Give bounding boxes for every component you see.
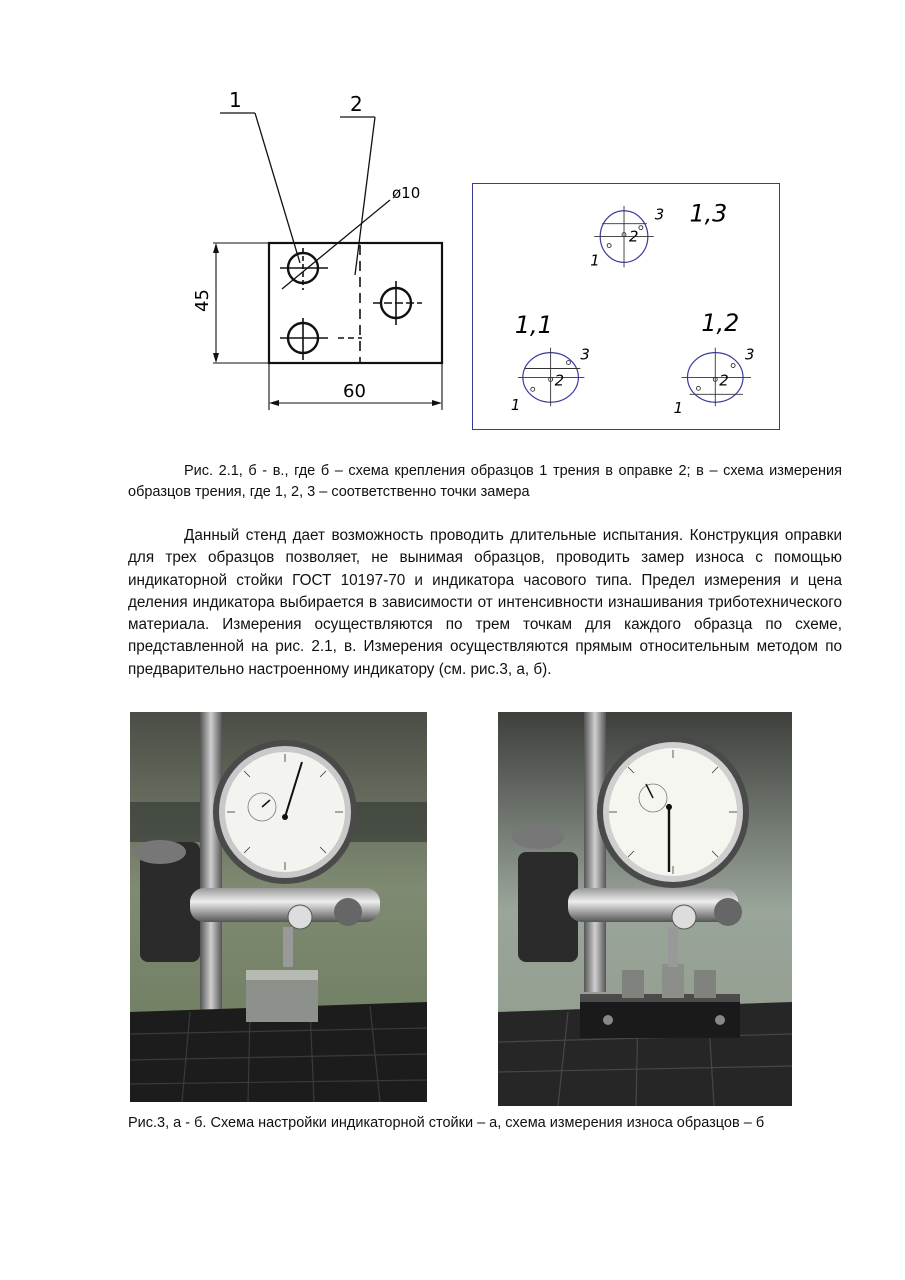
width-dimension: 60 bbox=[343, 381, 366, 402]
point-2: 2 bbox=[719, 371, 729, 390]
measurement-scheme bbox=[472, 183, 780, 430]
photo-indicator-setup bbox=[130, 712, 427, 1102]
sample-group-1-2 bbox=[674, 309, 755, 417]
group-label-1-1: 1,1 bbox=[514, 310, 553, 339]
body-paragraph: Данный стенд дает возможность проводить длительные испытания. Конструкция оправки для трех образцов позволяет, не вынимая образцов, проводить замер износа с помощью индикаторной стойки ГОСТ 10197-70 и индикатора часового типа. Предел измерения и цена деления индикатора выбирается в зависимости от интенсивности изнашивания триботехнического материала. Измерения осуществляются по трем точкам для каждого образца по схеме, представленной на рис. 2.1, в. Измерения осуществляются прямым относительным методом по предварительно настроенному индикатору (см. рис.3, а, б). bbox=[128, 527, 842, 678]
point-2: 2 bbox=[554, 371, 565, 390]
height-dimension: 45 bbox=[192, 289, 213, 312]
point-1: 1 bbox=[510, 396, 521, 415]
point-3: 3 bbox=[580, 345, 590, 364]
sample-group-1-1 bbox=[511, 311, 590, 414]
sample-group-1-3 bbox=[590, 200, 727, 270]
point-1: 1 bbox=[590, 251, 600, 270]
group-label-1-3: 1,3 bbox=[689, 199, 728, 228]
group-label-1-2: 1,2 bbox=[701, 308, 740, 337]
leader-label-1: 1 bbox=[229, 88, 242, 112]
figure-caption-2-1: Рис. 2.1, б - в., где б – схема крепления образцов 1 трения в оправке 2; в – схема измерения образцов трения, где 1, 2, 3 – соответственно точки замера bbox=[128, 463, 842, 500]
photo-wear-measurement bbox=[498, 712, 792, 1106]
point-1: 1 bbox=[673, 399, 684, 418]
diameter-label: ø10 bbox=[392, 184, 421, 202]
leader-label-2: 2 bbox=[350, 92, 363, 116]
figure-caption-3: Рис.3, а - б. Схема настройки индикаторной стойки – а, схема измерения износа образцов – б bbox=[128, 1115, 765, 1131]
point-2: 2 bbox=[628, 227, 639, 246]
point-3: 3 bbox=[745, 345, 755, 364]
mandrel-drawing bbox=[180, 85, 460, 435]
point-3: 3 bbox=[654, 205, 665, 224]
